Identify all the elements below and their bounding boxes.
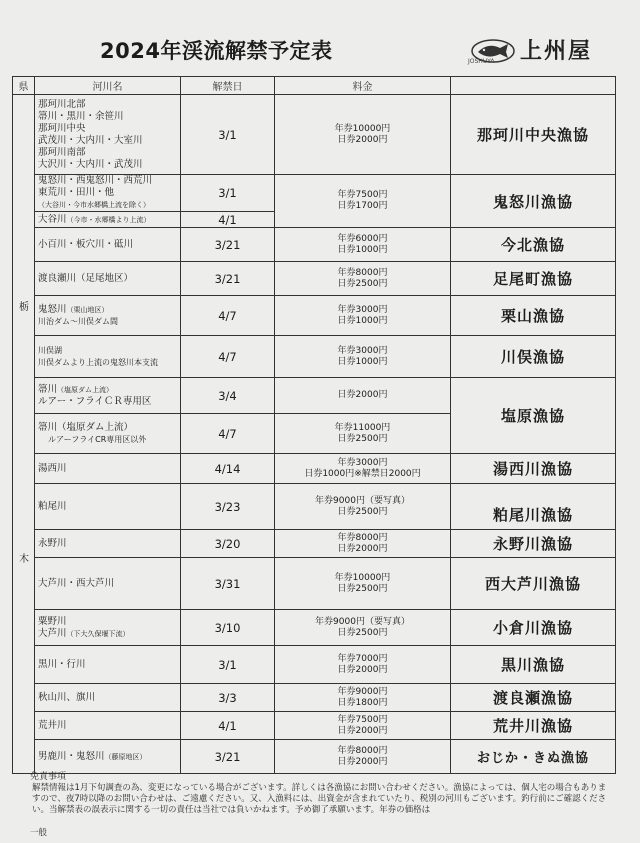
- fee-annual: 年券3000円: [337, 345, 388, 356]
- fee-daily: 日券1000円: [337, 356, 388, 367]
- fee-daily: 日券2000円: [337, 664, 388, 675]
- river-name: 大芦川: [38, 627, 67, 639]
- fee-cell: [275, 558, 451, 610]
- river-name: 那珂川南部: [38, 146, 86, 158]
- river-name: 鬼怒川・西鬼怒川・西荒川: [38, 175, 153, 186]
- date-cell: 3/10: [181, 610, 275, 646]
- river-name: 那珂川中央: [38, 122, 86, 134]
- date-cell: 4/1: [181, 212, 275, 228]
- date-cell: 4/1: [181, 712, 275, 740]
- river-cell: 湯西川: [35, 454, 181, 484]
- date-cell: 4/7: [181, 414, 275, 454]
- date-cell: 3/21: [181, 740, 275, 774]
- fee-daily: 日券2500円: [337, 627, 388, 638]
- disclaimer-text: 解禁情報は1月下旬調査の為、変更になっている場合がございます。詳しくは各漁協にお問い合わせください。漁協によっては、個人宅の場合もありますので、夜7時以降のお問い合わせは、ご遠慮ください。又、入漁料には、出資金が含まれていたり、税別の河川もございます。釣行前にご確認ください。当解禁表の誤表示に関する一切の責任は当社では負いかねます。予め御了承願います。年券の価格は: [32, 783, 607, 815]
- date-cell: 3/4: [181, 378, 275, 414]
- river-note: （今市・水郷橋より上流）: [66, 215, 151, 224]
- river-cell: 黒川・行川: [35, 646, 181, 684]
- river-cell: [35, 740, 181, 774]
- river-name: 鬼怒川: [38, 303, 67, 315]
- pref-cell: [13, 95, 35, 774]
- date-cell: 4/7: [181, 336, 275, 378]
- river-name: 男鹿川・鬼怒川: [38, 750, 105, 762]
- fee-daily: 日券2500円: [337, 583, 388, 594]
- river-cell: [35, 296, 181, 336]
- table-row: [13, 646, 616, 684]
- header-row: [13, 77, 616, 95]
- coop-cell: 那珂川中央漁協: [451, 95, 616, 175]
- table-row: [13, 610, 616, 646]
- date-cell: 4/14: [181, 454, 275, 484]
- fee-cell: [275, 484, 451, 530]
- coop-cell: 川俣漁協: [451, 336, 616, 378]
- river-cell: 大芦川・西大芦川: [35, 558, 181, 610]
- coop-cell: 足尾町漁協: [451, 262, 616, 296]
- fee-daily: 日券2000円: [337, 390, 388, 400]
- table-row: [13, 712, 616, 740]
- river-section: 川治ダム～川俣ダム間: [38, 316, 118, 326]
- river-cell: 永野川: [35, 530, 181, 558]
- river-cell: [35, 175, 181, 212]
- date-cell: 3/20: [181, 530, 275, 558]
- fee-cell: [275, 454, 451, 484]
- fee-cell: [275, 610, 451, 646]
- fee-annual: 年券11000円: [334, 422, 391, 433]
- date-cell: 3/21: [181, 228, 275, 262]
- date-cell: 3/1: [181, 646, 275, 684]
- date-cell: 3/23: [181, 484, 275, 530]
- river-name: 東荒川・田川・他: [38, 187, 115, 198]
- coop-cell: 渡良瀬漁協: [451, 684, 616, 712]
- table-row: [13, 484, 616, 530]
- fee-daily: 日券2000円: [337, 756, 388, 767]
- table-row: [13, 684, 616, 712]
- river-cell: 荒井川: [35, 712, 181, 740]
- coop-cell: 栗山漁協: [451, 296, 616, 336]
- river-cell: [35, 414, 181, 454]
- river-cell: [35, 610, 181, 646]
- header-pref: 県: [13, 77, 35, 95]
- logo: [468, 34, 638, 66]
- table-row: [13, 296, 616, 336]
- header-coop: [451, 77, 616, 95]
- disclaimer-tail: 一般: [30, 828, 48, 838]
- river-note: （下大久保堰下流）: [66, 629, 130, 638]
- table-row: [13, 558, 616, 610]
- river-cell: [35, 95, 181, 175]
- fee-annual: 年券10000円: [334, 123, 391, 134]
- fee-daily: 日券1000円: [337, 244, 388, 255]
- date-cell: 3/1: [181, 95, 275, 175]
- river-cell: [35, 212, 181, 228]
- river-name: 大谷川: [38, 213, 67, 225]
- table-row: [13, 175, 616, 212]
- page-title: 2024年渓流解禁予定表: [100, 39, 333, 63]
- fee-cell: [275, 336, 451, 378]
- pref-label-top: 栃: [19, 302, 29, 313]
- river-cell: 粕尾川: [35, 484, 181, 530]
- river-cell: 渡良瀬川（足尾地区）: [35, 262, 181, 296]
- river-cell: 小百川・板穴川・砥川: [35, 228, 181, 262]
- river-section: ルアー・フライＣＲ専用区: [38, 395, 152, 407]
- table-row: [13, 740, 616, 774]
- fee-cell: [275, 262, 451, 296]
- fee-annual: 年券7000円: [337, 653, 388, 664]
- river-cell: [35, 336, 181, 378]
- coop-cell: 塩原漁協: [451, 378, 616, 454]
- date-cell: 3/31: [181, 558, 275, 610]
- table-row: [13, 95, 616, 175]
- fee-cell: [275, 378, 451, 414]
- disclaimer-heading: 免責事項: [30, 772, 67, 782]
- coop-cell: 今北漁協: [451, 228, 616, 262]
- river-name: 粟野川: [38, 615, 67, 627]
- river-section: ルアーフライCR専用区以外: [48, 434, 147, 444]
- river-note: （大谷川・今市水郷橋上流を除く）: [38, 201, 150, 209]
- river-name: 那珂川北部: [38, 98, 86, 110]
- fee-cell: [275, 175, 451, 228]
- fee-cell: [275, 530, 451, 558]
- fee-cell: [275, 228, 451, 262]
- coop-cell: おじか・きぬ漁協: [451, 740, 616, 774]
- fee-annual: 年券7500円: [337, 714, 388, 725]
- logo-brand: 上州屋: [520, 38, 593, 64]
- coop-cell: 永野川漁協: [451, 530, 616, 558]
- coop-cell: 黒川漁協: [451, 646, 616, 684]
- fee-daily: 日券1700円: [337, 201, 388, 211]
- coop-cell: 西大芦川漁協: [451, 558, 616, 610]
- logo-small-text: JOSHUYA: [468, 58, 495, 65]
- fee-cell: [275, 740, 451, 774]
- fee-daily: 日券1000円※解禁日2000円: [304, 468, 421, 479]
- fee-annual: 年券9000円（要写真）: [315, 616, 410, 627]
- fee-daily: 日券2000円: [337, 725, 388, 736]
- fee-annual: 年券8000円: [337, 532, 388, 543]
- river-note: （藤原地区）: [104, 752, 147, 761]
- fee-cell: [275, 95, 451, 175]
- river-name: 大沢川・大内川・武茂川: [38, 158, 143, 170]
- coop-cell: 粕尾川漁協: [451, 484, 616, 530]
- fee-cell: [275, 684, 451, 712]
- fee-cell: [275, 712, 451, 740]
- coop-cell: 小倉川漁協: [451, 610, 616, 646]
- date-cell: 3/1: [181, 175, 275, 212]
- river-name: 川俣湖: [38, 345, 62, 355]
- pref-label-bottom: 木: [19, 554, 29, 565]
- fee-annual: 年券10000円: [334, 572, 391, 583]
- river-name: 武茂川・大内川・大室川: [38, 134, 143, 146]
- schedule-table: [12, 76, 616, 774]
- river-name: 箒川・黒川・余笹川: [38, 110, 124, 122]
- date-cell: 3/21: [181, 262, 275, 296]
- fee-annual: 年券9000円（要写真）: [315, 495, 410, 506]
- river-note: （栗山地区）: [66, 305, 109, 314]
- fee-cell: [275, 414, 451, 454]
- fee-annual: 年券7500円: [337, 190, 388, 200]
- table-row: [13, 454, 616, 484]
- river-cell: [35, 378, 181, 414]
- table-row: [13, 378, 616, 414]
- fee-daily: 日券1000円: [337, 315, 388, 326]
- header-fee: 料金: [275, 77, 451, 95]
- river-name: 箒川（塩原ダム上流）: [38, 421, 134, 433]
- fee-daily: 日券2000円: [337, 134, 388, 145]
- river-name: 箒川: [38, 383, 58, 395]
- fee-daily: 日券2500円: [337, 433, 388, 444]
- fee-annual: 年券3000円: [337, 457, 388, 468]
- fee-annual: 年券8000円: [337, 267, 388, 278]
- header-river: 河川名: [35, 77, 181, 95]
- coop-cell: 湯西川漁協: [451, 454, 616, 484]
- header-date: 解禁日: [181, 77, 275, 95]
- date-cell: 3/3: [181, 684, 275, 712]
- fee-annual: 年券3000円: [337, 304, 388, 315]
- fee-cell: [275, 296, 451, 336]
- date-cell: 4/7: [181, 296, 275, 336]
- coop-cell: 鬼怒川漁協: [451, 175, 616, 228]
- fee-annual: 年券8000円: [337, 745, 388, 756]
- fee-daily: 日券1800円: [337, 697, 388, 708]
- river-section: 川俣ダムより上流の鬼怒川本支流: [38, 357, 158, 367]
- fee-daily: 日券2500円: [337, 278, 388, 289]
- table-row: [13, 530, 616, 558]
- table-row: [13, 262, 616, 296]
- river-cell: 秋山川、旗川: [35, 684, 181, 712]
- fee-cell: [275, 646, 451, 684]
- table-row: [13, 336, 616, 378]
- fee-daily: 日券2000円: [337, 543, 388, 554]
- fee-daily: 日券2500円: [337, 506, 388, 517]
- river-note: （塩原ダム上流）: [57, 385, 114, 394]
- fee-annual: 年券9000円: [337, 686, 388, 697]
- fee-annual: 年券6000円: [337, 233, 388, 244]
- table-row: [13, 228, 616, 262]
- coop-cell: 荒井川漁協: [451, 712, 616, 740]
